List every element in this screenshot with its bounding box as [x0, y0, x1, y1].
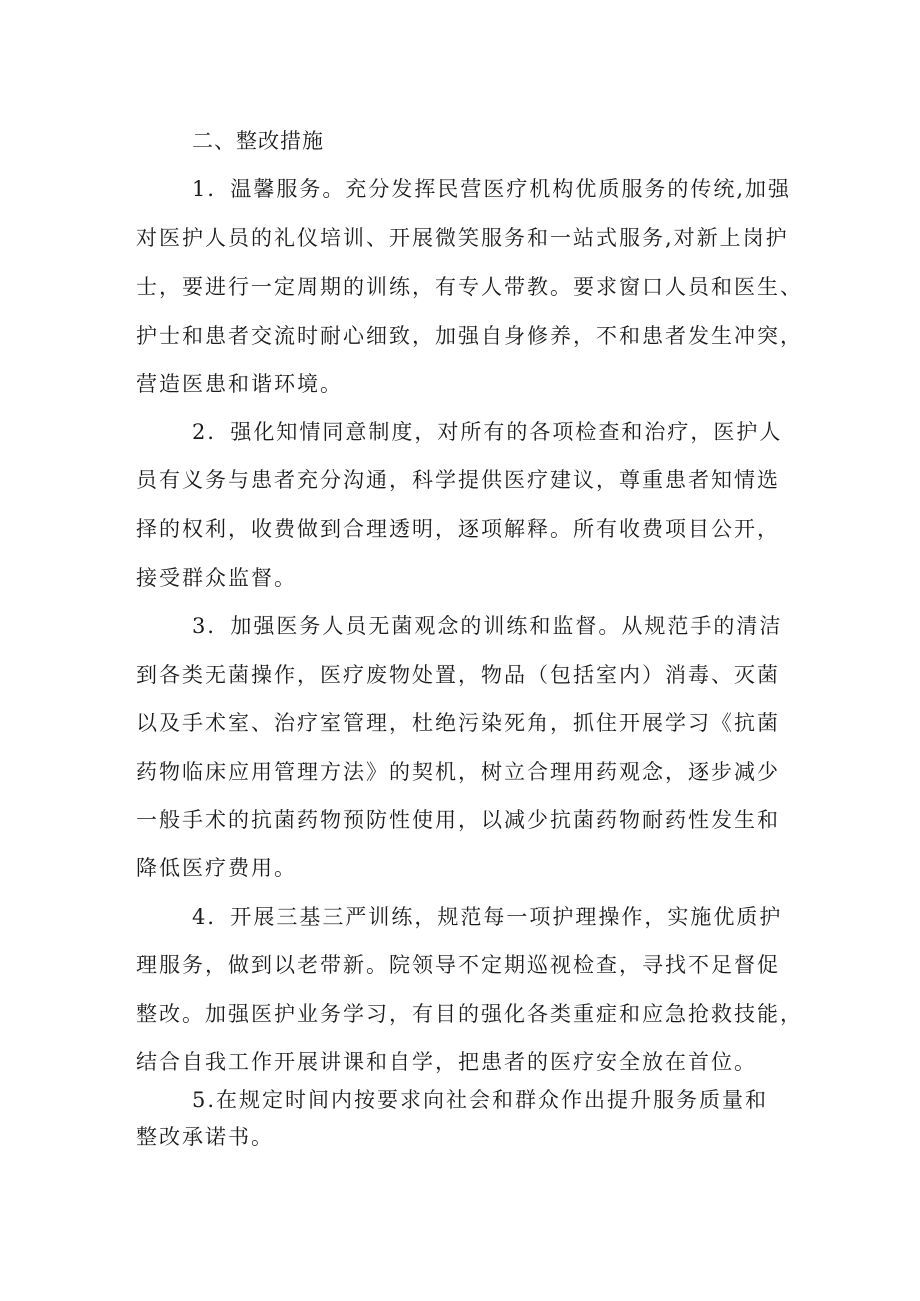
paragraph-line: 一般手术的抗菌药物预防性使用，以减少抗菌药物耐药性发生和 — [136, 808, 780, 832]
paragraph-line: 接受群众监督。 — [136, 566, 297, 590]
paragraph-line: 5.在规定时间内按要求向社会和群众作出提升服务质量和 — [192, 1088, 769, 1112]
paragraph-line: 1．温馨服务。充分发挥民营医疗机构优质服务的传统,加强 — [192, 177, 792, 201]
paragraph-line: 对医护人员的礼仪培训、开展微笑服务和一站式服务,对新上岗护 — [136, 226, 789, 250]
paragraph-line: 士，要进行一定周期的训练，有专人带教。要求窗口人员和医生、 — [136, 275, 803, 299]
paragraph-line: 理服务，做到以老带新。院领导不定期巡视检查，寻找不足督促 — [136, 953, 780, 977]
paragraph-line: 整改承诺书。 — [136, 1125, 274, 1149]
section-heading: 二、整改措施 — [192, 129, 324, 153]
paragraph-line: 整改。加强医护业务学习，有目的强化各类重症和应急抢救技能， — [136, 1002, 803, 1026]
paragraph-line: 药物临床应用管理方法》的契机，树立合理用药观念，逐步减少 — [136, 760, 780, 784]
paragraph-line: 择的权利，收费做到合理透明，逐项解释。所有收费项目公开， — [136, 517, 780, 541]
paragraph-line: 员有义务与患者充分沟通，科学提供医疗建议，尊重患者知情选 — [136, 468, 780, 492]
paragraph-line: 结合自我工作开展讲课和自学，把患者的医疗安全放在首位。 — [136, 1050, 757, 1074]
paragraph-line: 营造医患和谐环境。 — [136, 372, 343, 396]
paragraph-line: 3．加强医务人员无菌观念的训练和监督。从规范手的清洁 — [192, 614, 783, 638]
paragraph-line: 降低医疗费用。 — [136, 856, 297, 880]
paragraph-line: 4．开展三基三严训练，规范每一项护理操作，实施优质护 — [192, 905, 783, 929]
paragraph-line: 以及手术室、治疗室管理，杜绝污染死角，抓住开展学习《抗菌 — [136, 711, 780, 735]
paragraph-line: 2．强化知情同意制度，对所有的各项检查和治疗，医护人 — [192, 420, 783, 444]
paragraph-line: 护士和患者交流时耐心细致，加强自身修养，不和患者发生冲突， — [136, 324, 803, 348]
paragraph-line: 到各类无菌操作，医疗废物处置，物品（包括室内）消毒、灭菌 — [136, 663, 780, 687]
